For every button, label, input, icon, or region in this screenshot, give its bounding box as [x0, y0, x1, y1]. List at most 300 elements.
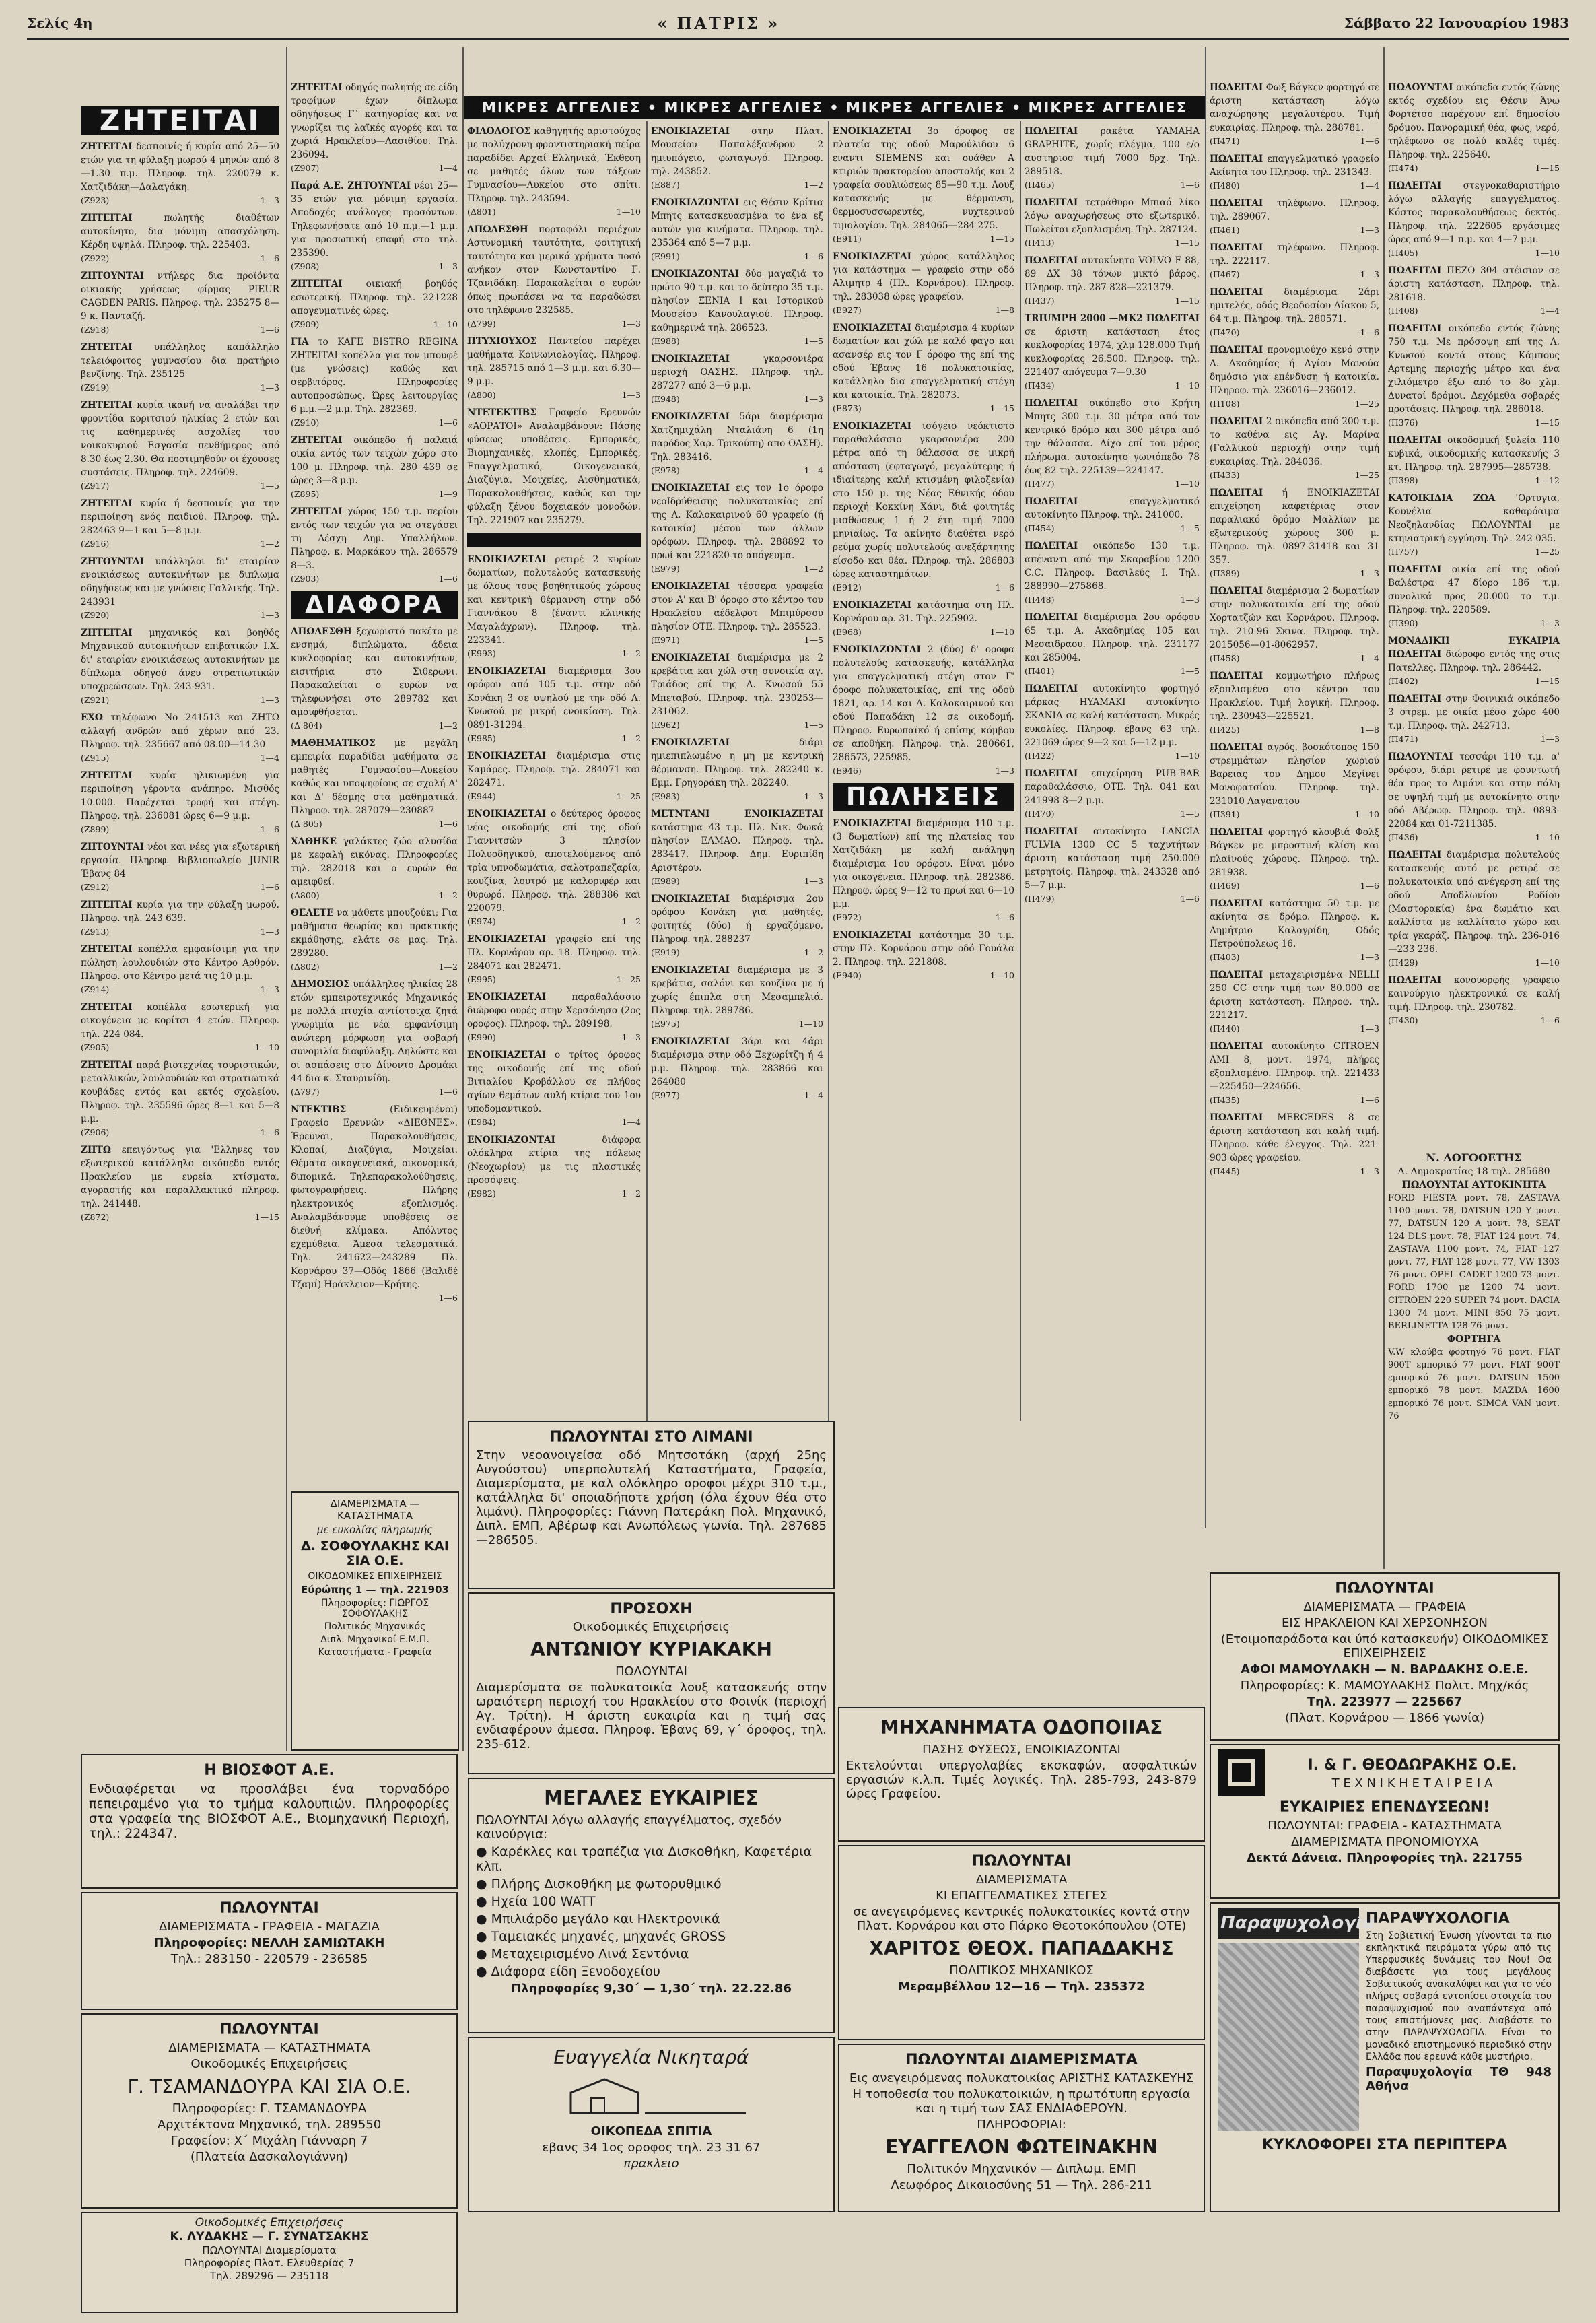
ad-ref-code: (Ε991)	[651, 251, 680, 261]
classified-ad	[81, 769, 279, 836]
ad-run-count: 1—3	[260, 927, 279, 937]
ad-ref-code: (Π448)	[1025, 595, 1055, 605]
classified-ad	[833, 643, 1014, 778]
ad-ref	[833, 626, 1014, 639]
ad-run-count: 1—4	[621, 1117, 641, 1127]
ad-text: 2 οικόπεδα από 200 τ.μ. το καθένα εις Αγ. Μαρίνα (Γαλλικού περιοχή) στην τιμή ευκαιρίας. Τηλ. 284036.	[1210, 416, 1379, 467]
classified-ad	[291, 505, 458, 586]
ad-limani: ΠΩΛΟΥΝΤΑΙ ΣΤΟ ΛΙΜΑΝΙ Στην νεοανοιγείσα οδό Μητσοτάκη (αρχή 25ης Αυγούστου) υπερπολυτελή Καταστήματα, Γραφεία, Διαμερίσματα, με καλ ολόκληρο οροφοι μέχρι 310 τ.μ., κατάλληλα δι' οποιαδήποτε χρήση (όλα έχουν θέα στο λιμάνι). Πληροφορίες: Γιάννη Πατεράκη Πολ. Μηχανικό, Διπλ. ΕΜΠ, Αβέρωφ και Ανωπόλεως γωνία. Τηλ. 287685—286505.	[468, 1421, 835, 1589]
ad-ref	[1210, 268, 1379, 281]
ad-run-count: 1—3	[621, 390, 641, 400]
ad-run-count: 1—10	[1535, 248, 1560, 258]
ad-ref-code: (Ε978)	[651, 465, 680, 475]
ad-ref-code: (Δ800)	[291, 890, 320, 900]
ad-text: υπάλληλος καπάλληλο τελειόφοιτος γυμνασίου δια πρατήριο βενζίνης. Τηλ. 235125	[81, 342, 279, 380]
ad-biosfot: Η ΒΙΟΣΦΟΤ Α.Ε. Ενδιαφέρεται να προσλάβει ένα τορναδόρο πεπειραμένο για το τμήμα καλουπιών. Πληροφορίες στα γραφεία της ΒΙΟΣΦΟΤ Α.Ε., Βιομηχανική Περιοχή, τηλ.: 224347.	[81, 1754, 458, 1889]
ad-run-count: 1—3	[1360, 952, 1379, 962]
ad-ref-code: (Ε946)	[833, 766, 862, 776]
ad-run-count: 1—2	[804, 564, 823, 574]
ad-ref-code: (Π389)	[1210, 568, 1240, 578]
ad-ref	[81, 823, 279, 836]
ad-ref-code: (Ε979)	[651, 564, 680, 574]
ad-ref	[1025, 807, 1200, 821]
sale-item	[476, 1964, 827, 1979]
ad-keyword: ΕΝΟΙΚΙΑΖΕΤΑΙ	[467, 666, 547, 677]
ad-ref-code: (Ε985)	[467, 733, 496, 743]
ad-text: ρετιρέ 2 κυρίων δωματίων, πολυτελούς κατασκευής με όλους τους βοηθητικούς χώρους και κεντρική θέρμανση στην οδό Γιαννάκου 8 (έναντι κλινικής Μαγαλάχρων). Πληροφ. τηλ. 223341.	[467, 554, 641, 646]
ad-text: οικόπεδα εντός ζώνης εκτός σχεδίου εις Θέσιν Άνω Φορτέτσο παρέχουν επί δημοσίου δρόμου. Πανοραμική θέα, φως, νερό, τηλέφωνο σε πολύ καλές τιμές. Πληροφ. τηλ. 225640.	[1388, 82, 1560, 160]
ad-text: 5άρι διαμέρισμα Χατζημιχάλη Νταλιάνη 6 (1η παρόδος Χαρ. Τρικούπη) απο ΟΑΣΗ). Τηλ. 283416.	[651, 411, 823, 463]
ad-keyword: ΠΩΛΕΙΤΑΙ	[1388, 180, 1442, 191]
ad-ref	[1025, 379, 1200, 393]
ad-ref	[651, 1017, 823, 1031]
ad-ref	[81, 881, 279, 894]
ad-run-count: 1—2	[621, 916, 641, 927]
classified-ad	[833, 321, 1014, 415]
ad-tsamandoura: ΠΩΛΟΥΝΤΑΙ ΔΙΑΜΕΡΙΣΜΑΤΑ — ΚΑΤΑΣΤΗΜΑΤΑ Οικοδομικές Επιχειρήσεις Γ. ΤΣΑΜΑΝΔΟΥΡΑ ΚΑΙ ΣΙΑ Ο.Ε. Πληροφορίες: Γ. ΤΣΑΜΑΝΔΟΥΡΑ Αρχιτέκτονα Μηχανικό, τηλ. 289550 Γραφείον: Χ΄ Μιχάλη Γιάνναρη 7 (Πλατεία Δασκαλογιάννη)	[81, 2013, 458, 2209]
classified-ad	[833, 419, 1014, 595]
ad-text: μεταχειρισμένα NELLI 250 CC στην τιμή των 80.000 σε άριστη κατάσταση. Πληροφ. τηλ. 221217.	[1210, 970, 1379, 1021]
classified-ad	[467, 990, 641, 1044]
ad-run-count: 1—15	[1175, 296, 1200, 306]
ad-ref	[833, 581, 1014, 595]
ad-ref-code: (Π413)	[1025, 238, 1055, 248]
classified-ad	[1210, 285, 1379, 339]
classified-ad	[1210, 197, 1379, 237]
ad-keyword: ΕΝΟΙΚΙΑΖΕΤΑΙ	[651, 1036, 730, 1047]
section-enoikiaseis	[467, 533, 641, 547]
ad-keyword: ΠΩΛΕΙΤΑΙ	[1210, 1112, 1263, 1123]
classified-ad	[651, 892, 823, 960]
ad-ref-code: (Π474)	[1388, 163, 1418, 173]
ad-text: καθηγητής αριστούχος με πολύχρονη φροντιστηριακή πείρα παραδίδει Αρχαί Ελληνικά, Έκθεση σε μαθητές όλων των τάξεων Γυμνασίου—Λυκείου στο σπίτι. Πληροφ. τηλ. 243594.	[467, 126, 641, 204]
ad-text: υπάλληλος ηλικίας 28 ετών εμπειροτεχνικός Μηχανικός με πολλά πτυχία αντίστοιχα ζητά γνωριμία με νέα εμφανίσιμη ανώτερη μόρφωση για σοβαρή συνομιλία διαφύλαξη. Δηλώστε και οι ασπάσεις στο Δίνοντο Δρομάκι 44 δια κ. Σταυρινίδη.	[291, 979, 458, 1084]
bullet-icon: ●	[476, 1877, 491, 1891]
classified-ad	[1025, 125, 1200, 192]
classified-ad	[833, 817, 1014, 924]
ad-ref-code: (Π445)	[1210, 1166, 1240, 1176]
ad-keyword: ΠΩΛΕΙΤΑΙ	[1388, 694, 1442, 704]
classified-ad	[467, 553, 641, 661]
ad-text: οδηγός πωλητής σε είδη τροφίμων έχων δίπλωμα οδηγήσεως Γ΄ κατηγορίας και να γνωρίζει τις λαϊκές αγορές και τα χωριά Ηρακλείου—Λασιθίου. Τηλ. 236094.	[291, 82, 458, 160]
ad-odopoiia: ΜΗΧΑΝΗΜΑΤΑ ΟΔΟΠΟΙΙΑΣ ΠΑΣΗΣ ΦΥΣΕΩΣ, ΕΝΟΙΚΙΑΖΟΝΤΑΙ Εκτελούνται υπεργολαβίες εκσκαφών, ασφαλτικών εργασιών κ.λ.π. Τιμές λογικές. Τηλ. 285-793, 243-879 ώρες Γραφείου.	[838, 1707, 1205, 1842]
ad-run-count: 1—6	[260, 882, 279, 892]
ad-keyword: ΠΤΥΧΙΟΥΧΟΣ	[467, 336, 537, 347]
ad-text: Φωξ Βάγκεν φορτηγό σε άριστη κατάσταση λόγω αναχώρησης μεγαλυτέρου. Τιμή ευκαιρίας. Πληροφ. τηλ. 288781.	[1210, 82, 1379, 133]
ad-text: τηλέφωνο. Πληροφ. τηλ. 222117.	[1210, 242, 1379, 267]
classified-ad	[1210, 343, 1379, 411]
ad-keyword: ΖΗΤΕΙΤΑΙ	[291, 435, 343, 446]
ad-text: κυρία για την φύλαξη μωρού. Πληροφ. τηλ. 243 639.	[81, 900, 279, 924]
ad-ref-code: (Ε974)	[467, 916, 496, 927]
ad-ref-code: (Ε940)	[833, 970, 862, 980]
ad-ref	[291, 817, 458, 831]
bullet-icon: ●	[476, 1929, 491, 1944]
ad-ref-code: (Π401)	[1025, 666, 1055, 676]
ad-run-count: 1—15	[1175, 238, 1200, 248]
ad-keyword: ΕΝΟΙΚΙΑΖΕΤΑΙ	[467, 809, 547, 819]
classified-ad	[81, 1058, 279, 1139]
ad-ref-code: (Ε919)	[651, 947, 680, 957]
ad-ref-code: (Ζ914)	[81, 984, 110, 995]
ad-ref	[1210, 879, 1379, 893]
ad-text: κομμωτήριο πλήρως εξοπλισμένο στο κέντρο του Ηρακλείου. Τιμή λογική. Πληροφ. τηλ. 230943—225521.	[1210, 671, 1379, 722]
classified-ad	[651, 125, 823, 192]
ad-text: οικόπεδο στο Κρήτη Μπητς 300 τ.μ. 30 μέτρα από τον κεντρικό δρόμο και 300 μέτρα από την θάλασσα. Δίχο επί του μέρος πλήρωμα, αυτοκίνητο γωνιόπεδο 78 έως 82 τηλ. 225139—224147.	[1025, 398, 1200, 476]
ad-ref-code: (Π108)	[1210, 399, 1240, 409]
classified-ad	[1388, 81, 1560, 175]
ad-keyword: ΝΤΕΚΤΙΒΣ	[291, 1104, 347, 1115]
classified-ad	[1388, 264, 1560, 318]
ad-run-count: 1—10	[616, 207, 641, 217]
ad-keyword: ΖΗΤΟΥΝΤΑΙ	[81, 556, 144, 567]
ad-run-count: 1—2	[804, 180, 823, 190]
ad-keyword: ΜΑΘΗΜΑΤΙΚΟΣ	[291, 738, 376, 749]
ad-keyword: ΑΠΩΛΕΣΘΗ	[291, 626, 352, 637]
bullet-icon: ●	[476, 1964, 491, 1979]
ad-ref	[291, 1085, 458, 1099]
classified-ad	[1388, 848, 1560, 970]
ad-ref-code: (Ζ919)	[81, 382, 110, 393]
ad-ref-code: (Ζ872)	[81, 1212, 110, 1222]
classified-ad	[1025, 495, 1200, 535]
bullet-icon: ●	[476, 1894, 491, 1909]
classified-ad	[651, 1035, 823, 1102]
classified-ad	[1210, 741, 1379, 821]
ad-text: χώρος κατάλληλος για κατάστημα — γραφείο στην οδό Αλιμητρ 4 (Πλ. Κορνάρου). Πληροφ. τηλ. 283038 ώρες γραφείου.	[833, 251, 1014, 302]
ad-keyword: ΕΝΟΙΚΙΑΖΕΤΑΙ	[833, 126, 912, 137]
ad-text: γραφείο επί της Πλ. Κορνάρου αρ. 18. Πληροφ. τηλ. 284071 και 282471.	[467, 934, 641, 972]
ad-run-count: 1—10	[1535, 957, 1560, 968]
ad-papadakis: ΠΩΛΟΥΝΤΑΙ ΔΙΑΜΕΡΙΣΜΑΤΑ ΚΙ ΕΠΑΓΓΕΛΜΑΤΙΚΕΣ ΣΤΕΓΕΣ σε ανεγειρόμενες κεντρικές πολυκατοικίες κοντά στην Πλατ. Κορνάρου και στο Πάρκο Θεοτοκόπουλου (ΟΤΕ) ΧΑΡΙΤΟΣ ΘΕΟΧ. ΠΑΠΑΔΑΚΗΣ ΠΟΛΙΤΙΚΟΣ ΜΗΧΑΝΙΚΟΣ Μεραμβέλλου 12—16 — Τηλ. 235372	[838, 1845, 1205, 2040]
ad-text: υπάλληλοι δι' εταιρίαν ενοικιάσεως αυτοκινήτων με διπλωμα οδηγήσεως και με γνώσεις Γαλλικής. Τηλ. 243931	[81, 556, 279, 607]
ad-ref	[81, 537, 279, 551]
classified-ad	[651, 196, 823, 263]
classified-ad	[1025, 682, 1200, 763]
ad-ref	[1388, 1014, 1560, 1028]
page-number: Σελίς 4η	[27, 15, 93, 31]
ad-ref	[81, 925, 279, 939]
ad-run-count: 1—10	[990, 970, 1014, 980]
ad-text: 3ο όροφος σε πλατεία της οδού Μαρούλιδου 6 εναντι SIEMENS και ουάθεν Α κτιριών πρακτορείου αποστολής και 2 γραφεία σουλιώσεως 85—90 τ.μ. Λουξ κατασκευής με θέρμανση, θερμοσυσσωρευτές, νυχτερινού τιμολογίου. Τηλ. 284065—284 275.	[833, 126, 1014, 231]
classified-ad	[1388, 692, 1560, 746]
magazine-masthead: Παραψυχολογία	[1218, 1908, 1359, 1939]
ad-ref-code: (Ζ913)	[81, 927, 110, 937]
ad-keyword: ΠΩΛΕΙΤΑΙ	[1025, 768, 1078, 779]
ad-run-count: 1—6	[438, 1293, 458, 1303]
classified-ad	[81, 555, 279, 622]
classified-ad	[651, 352, 823, 406]
ad-text: MERCEDES 8 σε άριστη κατάσταση και καλή τιμή. Πληροφ. κάθε έλεγχος. Τηλ. 221-903 ώρες γραφείου.	[1210, 1112, 1379, 1164]
column-5	[833, 125, 1014, 1417]
ad-ref	[81, 609, 279, 622]
classified-ad	[291, 737, 458, 831]
ad-keyword: ΖΗΤΕΙΤΑΙ	[81, 770, 133, 781]
ad-keyword: ΖΗΤΕΙΤΑΙ	[291, 279, 343, 290]
ad-ref-code: (Π471)	[1210, 136, 1240, 146]
ad-keyword: ΕΝΟΙΚΙΑΖΕΤΑΙ	[833, 930, 912, 941]
ad-ref-code: (Ε944)	[467, 791, 496, 801]
ad-ref	[651, 178, 823, 192]
classified-ad	[81, 840, 279, 894]
classified-ad	[1025, 539, 1200, 607]
ad-keyword: ΚΑΤΟΙΚΙΔΙΑ ΖΩΑ	[1388, 493, 1496, 504]
ad-ref	[833, 764, 1014, 778]
ad-run-count: 1—12	[1535, 475, 1560, 485]
classified-ad	[1210, 415, 1379, 482]
classified-ad	[291, 1103, 458, 1303]
ad-keyword: ΖΗΤΕΙΤΑΙ	[81, 213, 133, 224]
classified-ad	[1025, 254, 1200, 308]
ad-text: κοπέλλα εμφανίσιμη για την πώληση λουλουδιών στο Κέντρο Αρθρόν. Πληροφ. στο Κέντρο μετά τις 10 μ.μ.	[81, 944, 279, 982]
ad-text: κονουορφής γραφειο καινούργιο ηλεκτρονικά σε καλή τιμή. Πληροφ. τηλ. 230782.	[1388, 975, 1560, 1013]
classified-ad	[467, 933, 641, 986]
ad-run-count: 1—3	[804, 876, 823, 886]
ad-text: επειγόντως για 'Ελληνες του εξωτερικού κατάλληλο οικόπεδο εντός Ηρακλείου με ευρεία κτίσματα, αγοραστής και παραλλακτικό πληροφ. τηλ. 241448.	[81, 1145, 279, 1209]
ad-keyword: ΕΝΟΙΚΙΑΖΟΝΤΑΙ	[467, 1135, 555, 1145]
ad-ref	[651, 250, 823, 263]
page-header	[27, 8, 1569, 40]
ad-keyword: ΕΝΟΙΚΙΑΖΕΤΑΙ	[651, 483, 730, 494]
ad-run-count: 1—3	[1360, 269, 1379, 279]
ad-keyword: ΖΗΤΕΙΤΑΙ	[291, 82, 343, 93]
ad-text: τεσσάρι 110 τ.μ. α' ορόφου, διάρι ρετιρέ με φουντωτή θέα προς το Λιμάνι και στην πόλη σε υψηλή τιμή με αυτοκίνητο στην οδό Αβέρωφ. Πληροφ. τηλ. 0893-22084 και 01-7211385.	[1388, 751, 1560, 830]
ad-ref	[291, 719, 458, 733]
ad-ref	[651, 634, 823, 647]
bullet-icon: ●	[476, 1844, 491, 1859]
ad-ref-code: (Π471)	[1388, 734, 1418, 744]
magazine-cover-image	[1218, 1943, 1359, 2131]
classified-ad	[81, 399, 279, 493]
ad-ref	[467, 732, 641, 745]
ad-ref	[1388, 162, 1560, 175]
ad-text: δύο μαγαζιά το πρώτο 90 τ.μ. και το δεύτερο 35 τ.μ. πλησίον ΞΕΝΙΑ Ι και Ιστορικού Μουσείου Κανουλαγιού. Πληροφ. καθημερινά τηλ. 286523.	[651, 269, 823, 333]
classified-ad	[833, 125, 1014, 246]
ad-ref	[1025, 294, 1200, 308]
ad-ref	[291, 572, 458, 586]
ad-text: ο τρίτος όροφος της οικοδομής επί της οδού Βιτιαλίου Κροβάλλου σε πλήθος αγίων θεμάτων αυλή κτίρια του 1ου υποδομαντικού.	[467, 1050, 641, 1114]
ad-ref	[1210, 808, 1379, 821]
ad-ref	[291, 889, 458, 902]
ad-ref	[291, 416, 458, 430]
ad-text: διάφορα ολόκληρα κτίρια της πόλεως (Νεοχωρίου) με τις πλαστικές προσόψεις.	[467, 1135, 641, 1186]
ad-ref	[833, 969, 1014, 982]
column-2	[291, 81, 458, 1488]
ad-run-count: 1—10	[1175, 479, 1200, 489]
classified-ad	[81, 711, 279, 765]
ad-ref	[81, 479, 279, 493]
ad-ref	[81, 381, 279, 395]
ad-text: διαμέρισμα στις Καμάρες. Πληροφ. τηλ. 284071 και 282471.	[467, 751, 641, 788]
ad-keyword: ΝΤΕΤΕΚΤΙΒΣ	[467, 407, 536, 418]
ad-ref	[651, 1089, 823, 1102]
ad-keyword: Παρά Α.Ε. ΖΗΤΟΥΝΤΑΙ	[291, 180, 411, 191]
section-diafora: ΔΙΑΦΟΡΑ	[291, 591, 458, 619]
ad-ref	[1025, 236, 1200, 250]
ad-run-count: 1—6	[260, 325, 279, 335]
ad-text: δεσποινίς ή κυρία από 25—50 ετών για τη φύλαξη μωρού 4 μηνών από 8—1.30 π.μ. Πληροφ. τηλ. 220079 κ. Χατζιδάκη—Δαλαγάκη.	[81, 141, 279, 193]
ad-text: γκαρσονιέρα περιοχή ΟΑΣΗΣ. Πληροφ. τηλ. 287277 από 3—6 μ.μ.	[651, 354, 823, 391]
ad-text: κυρία ή δεσποινίς για την περιποίηση ενός παιδιού. Πληροφ. τηλ. 282463 9—1 και 5—8 μ.μ.	[81, 498, 279, 536]
ad-run-count: 1—10	[1535, 832, 1560, 842]
ad-run-count: 1—8	[1360, 725, 1379, 735]
ad-text: κατάστημα στη Πλ. Κορνάρου αρ. 31. Τηλ. 225902.	[833, 600, 1014, 624]
ad-keyword: ΑΠΩΛΕΣΘΗ	[467, 224, 528, 235]
classified-ad	[651, 807, 823, 888]
ad-keyword: ΕΝΟΙΚΙΑΖΟΝΤΑΙ	[833, 644, 921, 655]
ad-text: το KAFE BISTRO REGINA ΖΗΤΕΙΤΑΙ κοπέλλα για τον μπουφέ (με γνώσεις) καθώς και σερβιτόρος. Πληροφορίες αυτοπροσώπως. Ώρες λειτουργίας 6 μ.μ.—2 μ.μ. Τηλ. 282369.	[291, 337, 458, 415]
classified-ad	[1388, 434, 1560, 487]
ad-text: στην Φοινικιά οικόπεδο 3 στρεμ. με οικία μέσο χώρο 400 τ.μ. Πληροφ. τηλ. 242713.	[1388, 694, 1560, 731]
classified-ad	[1025, 196, 1200, 250]
bullet-icon: ●	[476, 1912, 491, 1926]
ad-ref	[833, 911, 1014, 924]
classified-ad	[651, 410, 823, 477]
ad-text: διαμέρισμα με 2 κρεβάτια και χώλ στη συνοικία αγ. Τριάδος επί της Λ. Κνωσού 55 Μπεταβού. Πληροφ. τηλ. 230253—231062.	[651, 652, 823, 717]
ad-ref-code: (Π477)	[1025, 479, 1055, 489]
ad-ref-code: (Δ 805)	[291, 819, 322, 829]
ad-ref	[1388, 675, 1560, 688]
ad-ref	[1388, 246, 1560, 260]
ad-keyword: ΕΝΟΙΚΙΑΖΕΤΑΙ	[651, 894, 730, 904]
classified-ad	[1025, 397, 1200, 491]
ad-ref-code: (Ε972)	[833, 912, 862, 922]
ad-run-count: 1—10	[1354, 809, 1379, 819]
ad-ref-code: (Π437)	[1025, 296, 1055, 306]
ad-keyword: ΕΝΟΙΚΙΑΖΕΤΑΙ	[467, 992, 547, 1003]
ad-ref	[1025, 665, 1200, 678]
ad-ref	[1388, 545, 1560, 559]
ad-ref	[1210, 397, 1379, 411]
column-1	[81, 101, 279, 1751]
ad-keyword: ΠΩΛΕΙΤΑΙ	[1210, 198, 1263, 209]
section-zitountai: ΖΗΤΕΙΤΑΙ	[81, 106, 279, 135]
ad-run-count: 1—3	[438, 261, 458, 271]
sale-item-label: Ηχεία 100 WATT	[491, 1894, 596, 1909]
sale-item	[476, 1877, 827, 1891]
ad-theodorakis: Ι. & Γ. ΘΕΟΔΩΡΑΚΗΣ Ο.Ε. Τ Ε Χ Ν Ι Κ Η Ε Τ Α Ι Ρ Ε Ι Α ΕΥΚΑΙΡΙΕΣ ΕΠΕΝΔΥΣΕΩΝ! ΠΩΛΟΥΝΤΑΙ: ΓΡΑΦΕΙΑ - ΚΑΤΑΣΤΗΜΑΤΑ ΔΙΑΜΕΡΙΣΜΑΤΑ ΠΡΟΝΟΜΙΟΥΧΑ Δεκτά Δάνεια. Πληροφορίες τηλ. 221755	[1210, 1744, 1560, 1899]
ad-ref	[1025, 477, 1200, 491]
ad-ref-code: (Ζ903)	[291, 574, 320, 584]
ad-foteinaki: ΠΩΛΟΥΝΤΑΙ ΔΙΑΜΕΡΙΣΜΑΤΑ Εις ανεγειρόμενας πολυκατοικίας ΑΡΙΣΤΗΣ ΚΑΤΑΣΚΕΥΗΣ Η τοποθεσία του πολυκατοικιών, η πρωτότυπη εργασία και η τιμή των ΣΑΣ ΕΝΔΙΑΦΕΡΟΥΝ. ΠΛΗΡΟΦΟΡΙΑΙ: ΕΥΑΓΓΕΛΟΝ ΦΩΤΕΙΝΑΚΗΝ Πολιτικόν Μηχανικόν — Διπλωμ. ΕΜΠ Λεωφόρος Δικαιοσύνης 51 — Τηλ. 286-211	[838, 2044, 1205, 2212]
ad-run-count: 1—15	[254, 1212, 279, 1222]
classified-ad	[291, 625, 458, 733]
ad-ref	[651, 946, 823, 960]
ad-ref-code: (Δ799)	[467, 318, 496, 329]
classified-ad	[1210, 584, 1379, 665]
ad-keyword: ΕΧΩ	[81, 712, 104, 723]
ad-keyword: ΔΗΜΟΣΙΟΣ	[291, 979, 350, 990]
classified-ad	[467, 1133, 641, 1201]
ad-keyword: ΠΩΛΕΙΤΑΙ	[1210, 671, 1263, 681]
ad-text: ή ΕΝΟΙΚΙΑΖΕΤΑΙ επιχείρηση καφετέριας στον παραλιακό δρόμο Μαλλίων με εξωτερικούς χώρους 300 μ. Πληροφ. τηλ. 0897-31418 και 31 357.	[1210, 487, 1379, 566]
ad-run-count: 1—5	[804, 720, 823, 730]
ad-ref	[81, 252, 279, 265]
ad-ref	[651, 464, 823, 477]
ad-run-count: 1—25	[616, 974, 641, 984]
ad-keyword: ΠΩΛΕΙΤΑΙ	[1210, 154, 1263, 164]
ad-ref	[1210, 224, 1379, 237]
ad-ref-code: (Ε962)	[651, 720, 680, 730]
ad-ref	[1388, 304, 1560, 318]
ad-ref-code: (Π422)	[1025, 751, 1055, 761]
ad-text: 3άρι και 4άρι διαμέρισμα στην οδό Ξεχωρίτζη ή 4 μ.μ. Πληροφ. τηλ. 283866 και 264080	[651, 1036, 823, 1087]
section-poliseis: ΠΩΛΗΣΕΙΣ	[833, 783, 1014, 811]
ad-ref-code: (Ε982)	[467, 1188, 496, 1199]
ad-ref-code: (Ε975)	[651, 1019, 680, 1029]
ad-keyword: ΠΩΛΕΙΤΑΙ	[1025, 496, 1078, 507]
ad-run-count: 1—4	[1540, 306, 1560, 316]
sale-item	[476, 1912, 827, 1926]
ad-ref	[81, 694, 279, 707]
ad-ref	[81, 1041, 279, 1054]
ad-run-count: 1—6	[1180, 894, 1200, 904]
classified-ad	[81, 140, 279, 207]
ad-megales-eukairies: ΜΕΓΑΛΕΣ ΕΥΚΑΙΡΙΕΣ ΠΩΛΟΥΝΤΑΙ λόγω αλλαγής επαγγέλματος, σχεδόν καινούργια: ● Καρέκλες και τραπέζια για Δισκοθήκη, Καφετέρια κλπ. ● Πλήρης Δισκοθήκη με φωτορυθμικό ● Ηχεία 100 WATT ● Μπιλιάρδο μεγάλο και Ηλεκτρονικά ● Ταμειακές μηχανές, μηχανές GROSS ● Μεταχειρισμένο Λινά Σεντόνια ● Διάφορα είδη Ξενοδοχείου Πληροφορίες 9,30΄ — 1,30΄ τηλ. 22.22.86	[468, 1778, 835, 2033]
ad-ref-code: (Π454)	[1025, 523, 1055, 533]
ad-text: οικόπεδο ή παλαιά οικία εντός των τειχών χώρο στο 100 μ. Πληροφ. τηλ. 280 439 σε ώρες 3—8 μ.μ.	[291, 435, 458, 486]
ad-keyword: ΖΗΤΕΙΤΑΙ	[81, 1002, 133, 1013]
ad-text: διαμέρισμα 2ου ορόφου 65 τ.μ. Α. Ακαδημίας 105 και Μεσαιδραου. Πληροφ. τηλ. 231177 και 285004.	[1025, 612, 1200, 663]
ad-text: κατάστημα 50 τ.μ. με ακίνητα σε δρόμο. Πληροφ. κ. Δημήτριο Καλογρίδη, Οδός Πετρούπολεως 16.	[1210, 898, 1379, 949]
ad-keyword: ΖΗΤΕΙΤΑΙ	[81, 498, 133, 509]
column-6	[1025, 125, 1200, 1417]
ad-kyriakaki: ΠΡΟΣΟΧΗ Οικοδομικές Επιχειρήσεις ΑΝΤΩΝΙΟΥ ΚΥΡΙΑΚΑΚΗ ΠΩΛΟΥΝΤΑΙ Διαμερίσματα σε πολυκατοικία λουξ κατασκευής στην ωραιότερη περιοχή του Ηρακλείου στο Φοινίκ (περιοχή Αγ. Τρίτη). Η άριστη ευκαιρία και η τιμή σας ενδιαφέρουν άμεσα. Πληροφ. Έβανς 69, γ΄ όροφος, τηλ. 235-612.	[468, 1592, 835, 1774]
classified-ad	[467, 335, 641, 402]
column-7	[1210, 81, 1379, 1522]
ad-run-count: 1—25	[616, 791, 641, 801]
ad-run-count: 1—3	[1540, 734, 1560, 744]
ad-ref	[467, 389, 641, 402]
ad-samiotaki: ΠΩΛΟΥΝΤΑΙ ΔΙΑΜΕΡΙΣΜΑΤΑ - ΓΡΑΦΕΙΑ - ΜΑΓΑΖΙΑ Πληροφορίες: ΝΕΛΛΗ ΣΑΜΙΩΤΑΚΗ Τηλ.: 283150 - 220579 - 236585	[81, 1892, 458, 2010]
ad-keyword: ΕΝΟΙΚΙΑΖΕΤΑΙ	[651, 965, 730, 976]
ad-keyword: ΠΩΛΕΙΤΑΙ	[1025, 612, 1078, 623]
ad-text: διαμέρισμα 2άρι ημιτελές, οδός Θεοδοσίου Δίακου 5, 64 τ.μ. Πληροφ. τηλ. 280571.	[1210, 287, 1379, 325]
ad-text: κατάστημα 43 τ.μ. Πλ. Νικ. Φωκά πλησίον ΕΛΜΑΟ. Πληροφ. τηλ. 283417. Πληροφ. Δημ. Ευριπίδη Αριστέρου.	[651, 822, 823, 873]
ad-ref-code: (Π402)	[1388, 676, 1418, 686]
ad-ref-code: (Ζ922)	[81, 253, 110, 263]
classified-ad	[291, 277, 458, 331]
ad-keyword: ΠΩΛΕΙΤΑΙ	[1388, 265, 1442, 276]
newspaper-name: « ΠΑΤΡΙΣ »	[657, 13, 780, 33]
ad-text: Γραφείο Ερευνών «ΑΟΡΑΤΟΙ» Αναλαμβάνουν: Πάσης φύσεως υποθέσεις. Εμπορικές, Βιομηχανικές, κλοπές, Εμπορικές, Επαγγελματικό, Οικογενειακά, Διαζύγια, Μοιχείες, Αισθηματικά, Παρακολουθήσεις, καθώς και την φύλαξη ξένου δοχειακόν μονοδών. Τηλ. 221907 και 235279.	[467, 407, 641, 526]
ad-keyword: ΠΩΛΕΙΤΑΙ	[1388, 323, 1442, 334]
ad-keyword: ΖΗΤΕΙΤΑΙ	[81, 900, 133, 910]
ad-keyword: ΕΝΟΙΚΙΑΖΕΤΑΙ	[833, 323, 912, 333]
classified-ad	[1388, 322, 1560, 430]
ad-run-count: 1—10	[254, 1042, 279, 1052]
ad-text: διαμέρισμα πολυτελούς κατασκευής αυτό με ρετιρέ σε πολυκατοικία υπό ανέγερση επί της οδού Αποδλωνίου Ροδίου (Μαστορακία) ένα δωμάτιο και καλλίστα με καλλίτατο χώρο και τρία γκαράζ. Πληροφ. τηλ. 236-016—233 236.	[1388, 850, 1560, 955]
ad-run-count: 1—6	[1540, 1015, 1560, 1025]
ad-ref-code: (Π391)	[1210, 809, 1240, 819]
ad-text: διώροφο εντός της στις Πατελλες. Πληροφ. τηλ. 286442.	[1388, 649, 1560, 673]
ad-ref	[467, 790, 641, 803]
ad-run-count: 1—3	[260, 195, 279, 205]
ad-run-count: 1—25	[1535, 547, 1560, 557]
ad-keyword: ΠΩΛΟΥΝΤΑΙ	[1388, 751, 1453, 762]
ad-ref	[1025, 522, 1200, 535]
classified-ad	[81, 626, 279, 707]
ad-keyword: ΖΗΤΕΙΤΑΙ	[81, 628, 133, 638]
ad-keyword: ΕΝΟΙΚΙΑΖΕΤΑΙ	[651, 126, 730, 137]
classified-ad	[651, 267, 823, 348]
ad-text: τετράθυρο Μπιαό λίκο λόγω αναχωρήσεως στο εξωτερικό. Πωλείται εξοπλισμένη. Τηλ. 287124.	[1025, 197, 1200, 235]
ad-ref	[1025, 749, 1200, 763]
ad-keyword: ΠΩΛΕΙΤΑΙ	[1210, 1041, 1263, 1052]
ad-text: ντήλερς δια προϊόντα οικιακής χρήσεως φίρμας PIEUR CAGDEN PARIS. Πληροφ. τηλ. 235275 8—9 κ. Πανταζή.	[81, 271, 279, 322]
ad-ref	[467, 205, 641, 219]
ad-text: κοπέλλα εσωτερική για οικογένεια με κορίτσι 4 ετών. Πληροφ. τηλ. 224 084.	[81, 1002, 279, 1040]
